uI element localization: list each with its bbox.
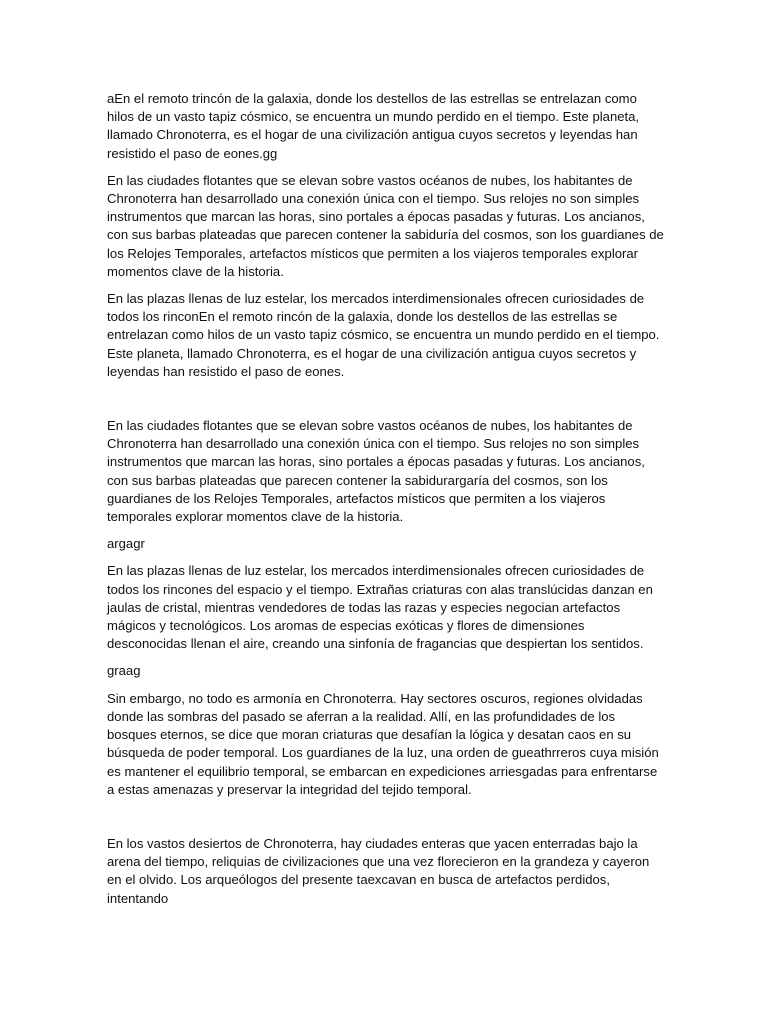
- document-body: [107, 90, 667, 917]
- paragraph-9: En los vastos desiertos de Chronoterra, hay ciudades enteras que yacen enterradas bajo la arena del tiempo, reliquias de civilizaciones que una vez florecieron en la grandeza y cayeron en el olvido. Los arqueólogos del presente taexcavan en busca de artefactos perdidos, intentando: [107, 835, 650, 906]
- paragraph-6: En las plazas llenas de luz estelar, los mercados interdimensionales ofrecen curiosidades de todos los rincones del espacio y el tiempo. Extrañas criaturas con alas translúcidas danzan en jaulas de cristal, mientras vendedores de todas las razas y especies negocian artefactos mágicos y tecnológicos. Los aromas de especias exóticas y flores de dimensiones desconocidas llenan el aire, creando una sinfonía de fragancias que despiertan los sentidos.: [107, 563, 653, 652]
- paragraph-2: En las ciudades flotantes que se elevan sobre vastos océanos de nubes, los habitantes de Chronoterra han desarrollado una conexión única con el tiempo. Sus relojes no son simples instrumentos que marcan las horas, sino portales a épocas pasadas y futuras. Los ancianos, con sus barbas plateadas que parecen contener la sabiduría del cosmos, son los guardianes de los Relojes Temporales, artefactos místicos que permiten a los viajeros temporales explorar momentos clave de la historia.: [107, 172, 664, 279]
- paragraph-4: En las ciudades flotantes que se elevan sobre vastos océanos de nubes, los habitantes de Chronoterra han desarrollado una conexión única con el tiempo. Sus relojes no son simples instrumentos que marcan las horas, sino portales a épocas pasadas y futuras. Los ancianos, con sus barbas plateadas que parecen contener la sabidurargaría del cosmos, son los guardianes de los Relojes Temporales, artefactos místicos que permiten a los viajeros temporales explorar momentos clave de la historia.: [107, 418, 645, 525]
- paragraph-3: En las plazas llenas de luz estelar, los mercados interdimensionales ofrecen curiosidades de todos los rinconEn el remoto rincón de la galaxia, donde los destellos de las estrellas se entrelazan como hilos de un vasto tapiz cósmico, se encuentra un mundo perdido en el tiempo. Este planeta, llamado Chronoterra, es el hogar de una civilización antigua cuyos secretos y leyendas han resistido el paso de eones.: [107, 291, 660, 379]
- paragraph-5: argagr: [107, 536, 145, 552]
- paragraph-7: graag: [107, 663, 141, 679]
- paragraph-8: Sin embargo, no todo es armonía en Chronoterra. Hay sectores oscuros, regiones olvidadas donde las sombras del pasado se aferran a la realidad. Allí, en las profundidades de los bosques eternos, se dice que moran criaturas que desafían la lógica y desatan caos en su búsqueda de poder temporal. Los guardianes de la luz, una orden de gueathrreros cuya misión es mantener el equilibrio temporal, se embarcan en expediciones arriesgadas para enfrentarse a estas amenazas y preservar la integridad del tejido temporal.: [107, 690, 659, 797]
- paragraph-1: aEn el remoto trincón de la galaxia, donde los destellos de las estrellas se entrelazan como hilos de un vasto tapiz cósmico, se encuentra un mundo perdido en el tiempo. Este planeta, llamado Chronoterra, es el hogar de una civilización antigua cuyos secretos y leyendas han resistido el paso de eones.gg: [107, 91, 640, 161]
